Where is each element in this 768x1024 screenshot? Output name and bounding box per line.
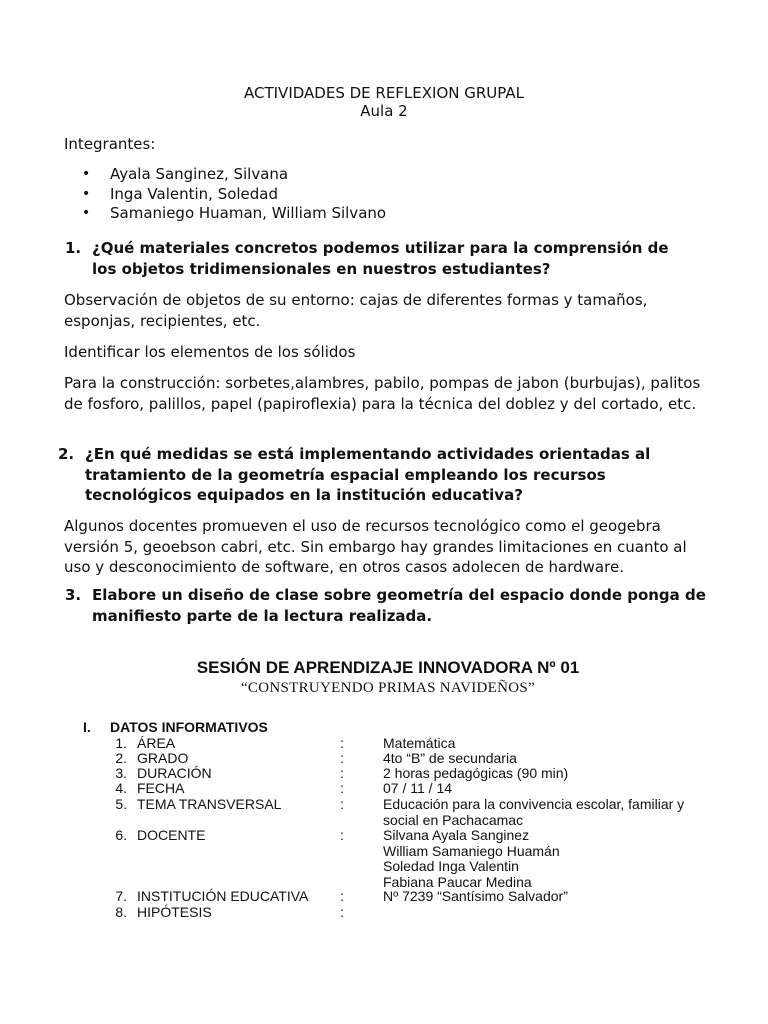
question-text: Elabore un diseño de clase sobre geometría del espacio donde ponga de manifiesto parte de la lectura realizada. xyxy=(92,586,706,625)
member-item xyxy=(64,165,386,185)
row-value xyxy=(383,781,713,797)
row-label: ÁREA xyxy=(137,735,176,751)
question-number: 1. xyxy=(65,239,82,257)
question-text: ¿En qué medidas se está implementando actividades orientadas al tratamiento de la geometría espacial empleando los recursos tecnológicos equipados en la institución educativa? xyxy=(85,445,651,504)
member-item xyxy=(64,204,386,224)
row-number: 5. xyxy=(115,796,127,812)
value-line: 07 / 11 / 14 xyxy=(383,780,453,796)
row-number: 6. xyxy=(115,827,127,843)
row-number: 3. xyxy=(115,765,127,781)
section-number: I. xyxy=(83,719,91,735)
member-name: Inga Valentin, Soledad xyxy=(110,184,279,203)
row-number: 4. xyxy=(115,780,127,796)
value-line: 2 horas pedagógicas (90 min) xyxy=(383,765,569,781)
row-number: 7. xyxy=(115,888,127,904)
bullet-icon: • xyxy=(82,166,91,182)
bullet-icon: • xyxy=(82,205,91,221)
value-line: Fabiana Paucar Medina xyxy=(383,873,532,890)
answer-paragraph: Para la construcción: sorbetes,alambres, pabilo, pompas de jabon (burbujas), palitos de fosforo, palillos, papel (papiroflexia) para la técnica del doblez y del cortado, etc. xyxy=(64,374,701,413)
row-value xyxy=(383,889,713,905)
question-number: 2. xyxy=(58,445,75,463)
row-colon: : xyxy=(340,796,344,812)
row-colon: : xyxy=(340,765,344,781)
members-list xyxy=(64,165,386,224)
member-name: Samaniego Huaman, William Silvano xyxy=(110,204,387,222)
row-colon: : xyxy=(340,904,344,920)
question-number: 3. xyxy=(65,586,82,604)
document-subtitle: Aula 2 xyxy=(360,102,408,120)
value-line: Silvana Ayala Sanginez xyxy=(383,827,530,843)
row-label: GRADO xyxy=(137,750,189,766)
document-title: ACTIVIDADES DE REFLEXION GRUPAL xyxy=(244,84,524,102)
row-colon: : xyxy=(340,827,344,843)
row-colon: : xyxy=(340,735,344,751)
question-2 xyxy=(58,444,678,506)
row-label: FECHA xyxy=(137,780,185,796)
row-value xyxy=(383,797,713,828)
row-value xyxy=(383,828,713,890)
row-colon: : xyxy=(340,780,344,796)
row-label: DOCENTE xyxy=(137,827,206,843)
row-label: TEMA TRANSVERSAL xyxy=(137,796,282,812)
row-colon: : xyxy=(340,750,344,766)
section-title: DATOS INFORMATIVOS xyxy=(110,719,268,735)
bullet-icon: • xyxy=(82,185,91,202)
value-line: Matemática xyxy=(383,735,456,751)
value-line: social en Pachacamac xyxy=(383,811,524,828)
question-3 xyxy=(65,585,720,626)
session-subtitle: “CONSTRUYENDO PRIMAS NAVIDEÑOS” xyxy=(240,680,536,696)
row-number: 8. xyxy=(115,904,127,920)
answer-paragraph: Identificar los elementos de los sólidos xyxy=(64,343,356,361)
row-number: 1. xyxy=(115,735,127,751)
row-label: DURACIÓN xyxy=(137,765,212,781)
integrantes-label: Integrantes: xyxy=(64,135,156,153)
question-1 xyxy=(65,238,695,279)
member-name: Ayala Sanginez, Silvana xyxy=(110,165,289,183)
value-line: Soledad Inga Valentin xyxy=(383,858,519,874)
value-line: Educación para la convivencia escolar, familiar y xyxy=(383,796,685,812)
row-colon: : xyxy=(340,888,344,904)
question-text: ¿Qué materiales concretos podemos utilizar para la comprensión de los objetos tridimensionales en nuestros estudiantes? xyxy=(92,239,669,278)
answer-paragraph: Algunos docentes promueven el uso de recursos tecnológico como el geogebra versión 5, geoebson cabri, etc. Sin embargo hay grandes limitaciones en cuanto al uso y desconocimiento de software, en otros casos adolecen de hardware. xyxy=(64,517,687,576)
value-line: 4to “B” de secundaria xyxy=(383,750,517,766)
row-number: 2. xyxy=(115,750,127,766)
session-title: SESIÓN DE APRENDIZAJE INNOVADORA Nº 01 xyxy=(196,658,580,677)
answer-paragraph: Observación de objetos de su entorno: cajas de diferentes formas y tamaños, esponjas, recipientes, etc. xyxy=(64,291,648,330)
value-line: Nº 7239 “Santísimo Salvador” xyxy=(383,888,568,904)
row-label: HIPÓTESIS xyxy=(137,904,212,920)
member-item xyxy=(64,185,386,205)
value-line: William Samaniego Huamán xyxy=(383,842,560,859)
row-label: INSTITUCIÓN EDUCATIVA xyxy=(137,888,309,904)
